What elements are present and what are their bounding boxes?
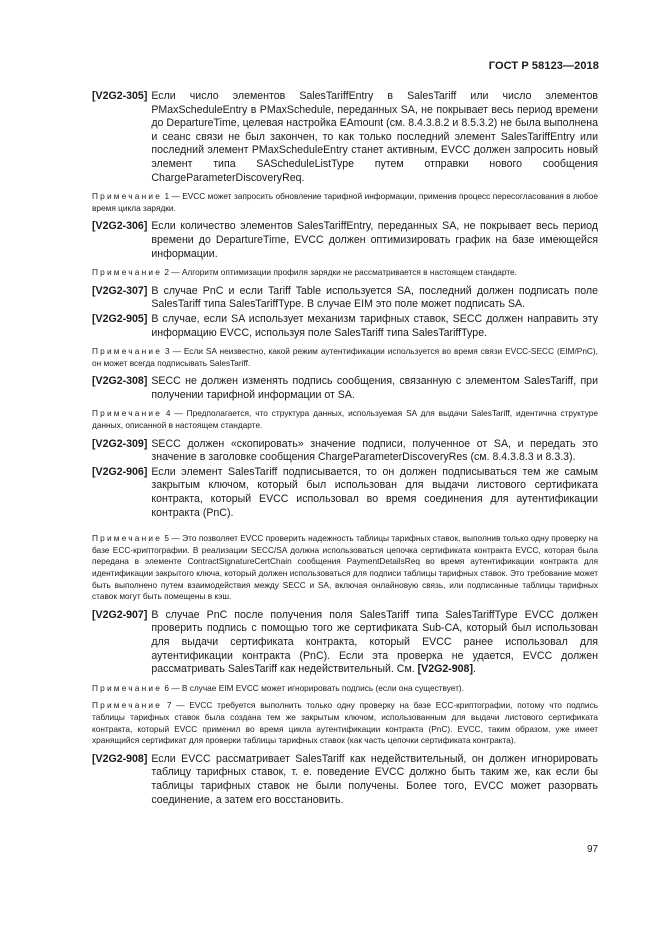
note-text: 5 — Это позволяет EVCC проверить надежность таблицы тарифных ставок, выполнив только одну проверку на базе ЕСС-криптографии. В реализации SECC/SA должна использоваться цепочка сертификата контракта EVCC, которая была передана в элементе ContractSignatureCertChain сообщения PaymentDetailsReq во время аутентификации контракта для идентификации закрытого ключа, который должен использоваться для подписи таблицы тарифных ставок. Это требование может быть выполнено путем взаимодействия между SECC и SA, включая онлайновую связь, или подписанные таблицы тарифных ставок могут быть помещены в кэш.: [92, 533, 598, 602]
requirement-309: [92, 438, 598, 465]
note-3: [92, 346, 598, 369]
requirement-text: Если элемент SalesTariff подписывается, то он должен подписываться тем же самым закрытым ключом, который был использован для выдачи листового сертификата контракта, который EVCC использовал во время соединения для аутентификации контракта (PnC).: [151, 465, 598, 519]
cross-reference-link[interactable]: [V2G2-908]: [417, 663, 473, 676]
requirement-text: [151, 609, 598, 677]
requirement-id: [V2G2-307]: [92, 284, 148, 297]
requirement-908: [92, 753, 598, 807]
note-label: Примечание: [92, 191, 163, 202]
requirement-text: SECC не должен изменять подпись сообщения, связанную с элементом SalesTariff, при получении тарифной информации от SA.: [151, 375, 598, 401]
requirement-id: [V2G2-908]: [92, 752, 148, 765]
note-2: [92, 267, 598, 279]
note-text: 7 — EVCC требуется выполнить только одну проверку на базе ЕСС-криптографии, потому что подпись таблицы тарифных ставок была создана тем же закрытым ключом, использованным для выдачи листового сертификата контракта, который EVCC применил во время цикла аутентификации контракта (PnC). EVCC, таким образом, уже имеет хранящийся сертификат для проверки таблицы тарифных ставок (как часть цепочки сертификата контракта).: [92, 700, 598, 746]
requirement-305: [92, 90, 598, 185]
note-4: [92, 408, 598, 431]
note-label: Примечание: [92, 267, 163, 278]
note-6: [92, 683, 598, 695]
requirement-906: [92, 466, 598, 520]
requirement-text-main: В случае PnC после получения поля SalesTariff типа SalesTariffType EVCC должен проверить подпись с помощью того же сертификата Sub-CA, который был использован для выдачи сертификата контракта, который EVCC ранее использовал для аутентификации контракта (PnC). Если эта проверка не удается, EVCC должен рассматривать SalesTariff как недействительный. См.: [151, 608, 598, 676]
note-5: [92, 533, 598, 603]
requirement-id: [V2G2-306]: [92, 220, 148, 233]
note-7: [92, 700, 598, 746]
note-label: Примечание: [92, 346, 163, 357]
requirement-id: [V2G2-309]: [92, 437, 148, 450]
requirement-306: [92, 220, 598, 261]
note-label: Примечание: [92, 700, 163, 711]
note-text: 3 — Если SA неизвестно, какой режим аутентификации используется во время связи EVCC-SECC (EIM/PnC), он может всегда подписывать SalesTariff.: [92, 346, 598, 368]
note-text: 1 — EVCC может запросить обновление тарифной информации, применив процесс пересогласования в любое время цикла зарядки.: [92, 191, 598, 213]
requirement-id: [V2G2-305]: [92, 90, 148, 102]
note-text: 6 — В случае EIM EVCC может игнорировать подпись (если она существует).: [162, 682, 465, 693]
note-label: Примечание: [92, 408, 163, 419]
requirement-id: [V2G2-906]: [92, 465, 148, 478]
note-text: 2 — Алгоритм оптимизации профиля зарядки не рассматривается в настоящем стандарте.: [162, 267, 517, 278]
page-number: 97: [587, 844, 599, 855]
requirement-307: [92, 285, 598, 312]
requirement-text: Если количество элементов SalesTariffEntry, переданных SA, не покрывает весь период времени до DepartureTime, EVCC должен оптимизировать график на базе имеющейся информации.: [151, 220, 598, 260]
note-label: Примечание: [92, 682, 163, 693]
requirement-text: Если EVCC рассматривает SalesTariff как недействительный, он должен игнорировать таблицу тарифных ставок, т. е. поведение EVCC должно быть таким же, как если бы таблицы тарифных ставок не были получены. Более того, EVCC может разорвать соединение, а затем его восстановить.: [151, 752, 598, 806]
requirement-id: [V2G2-907]: [92, 608, 148, 621]
requirement-text: SECC должен «скопировать» значение подписи, полученное от SA, и передать это значение в заголовке сообщения ChargeParameterDiscoveryRes (см. 8.4.3.8.3 и 8.3.3).: [151, 437, 598, 464]
note-label: Примечание: [92, 533, 163, 544]
requirement-907: [92, 609, 598, 677]
requirement-text: В случае PnC и если Tariff Table используется SA, последний должен подписать поле SalesTariff типа SalesTariffType. В случае EIM это поле может подписать SA.: [151, 284, 598, 311]
requirement-text: В случае, если SA использует механизм тарифных ставок, SECC должен направить эту информацию EVCC, используя поле SalesTariff типа SalesTariffType.: [151, 312, 598, 339]
requirement-id: [V2G2-905]: [92, 312, 148, 325]
note-1: [92, 191, 598, 214]
requirement-id: [V2G2-308]: [92, 375, 148, 388]
document-header: ГОСТ Р 58123—2018: [488, 60, 599, 72]
requirement-text-tail: .: [472, 663, 476, 676]
page-content: [92, 90, 598, 808]
requirement-text: Если число элементов SalesTariffEntry в SalesTariff или число элементов PMaxScheduleEntry в PMaxSchedule, переданных SA, не покрывает весь период времени до DepartureTime, целевая настройка EAmount (см. 8.4.3.8.2 и 8.5.3.2) не была выполнена и сеанс связи не был закончен, то как только последний элемент SalesTariffEntry или последний элемент PMaxScheduleEntry станет активным, EVCC должен запросить новый элемент типа SAScheduleListType путем отправки нового сообщения ChargeParameterDiscoveryReq.: [151, 90, 598, 184]
requirement-308: [92, 375, 598, 402]
requirement-905: [92, 313, 598, 340]
note-text: 4 — Предполагается, что структура данных, используемая SA для выдачи SalesTariff, идентична структуре данных, описанной в настоящем стандарте.: [92, 408, 598, 431]
